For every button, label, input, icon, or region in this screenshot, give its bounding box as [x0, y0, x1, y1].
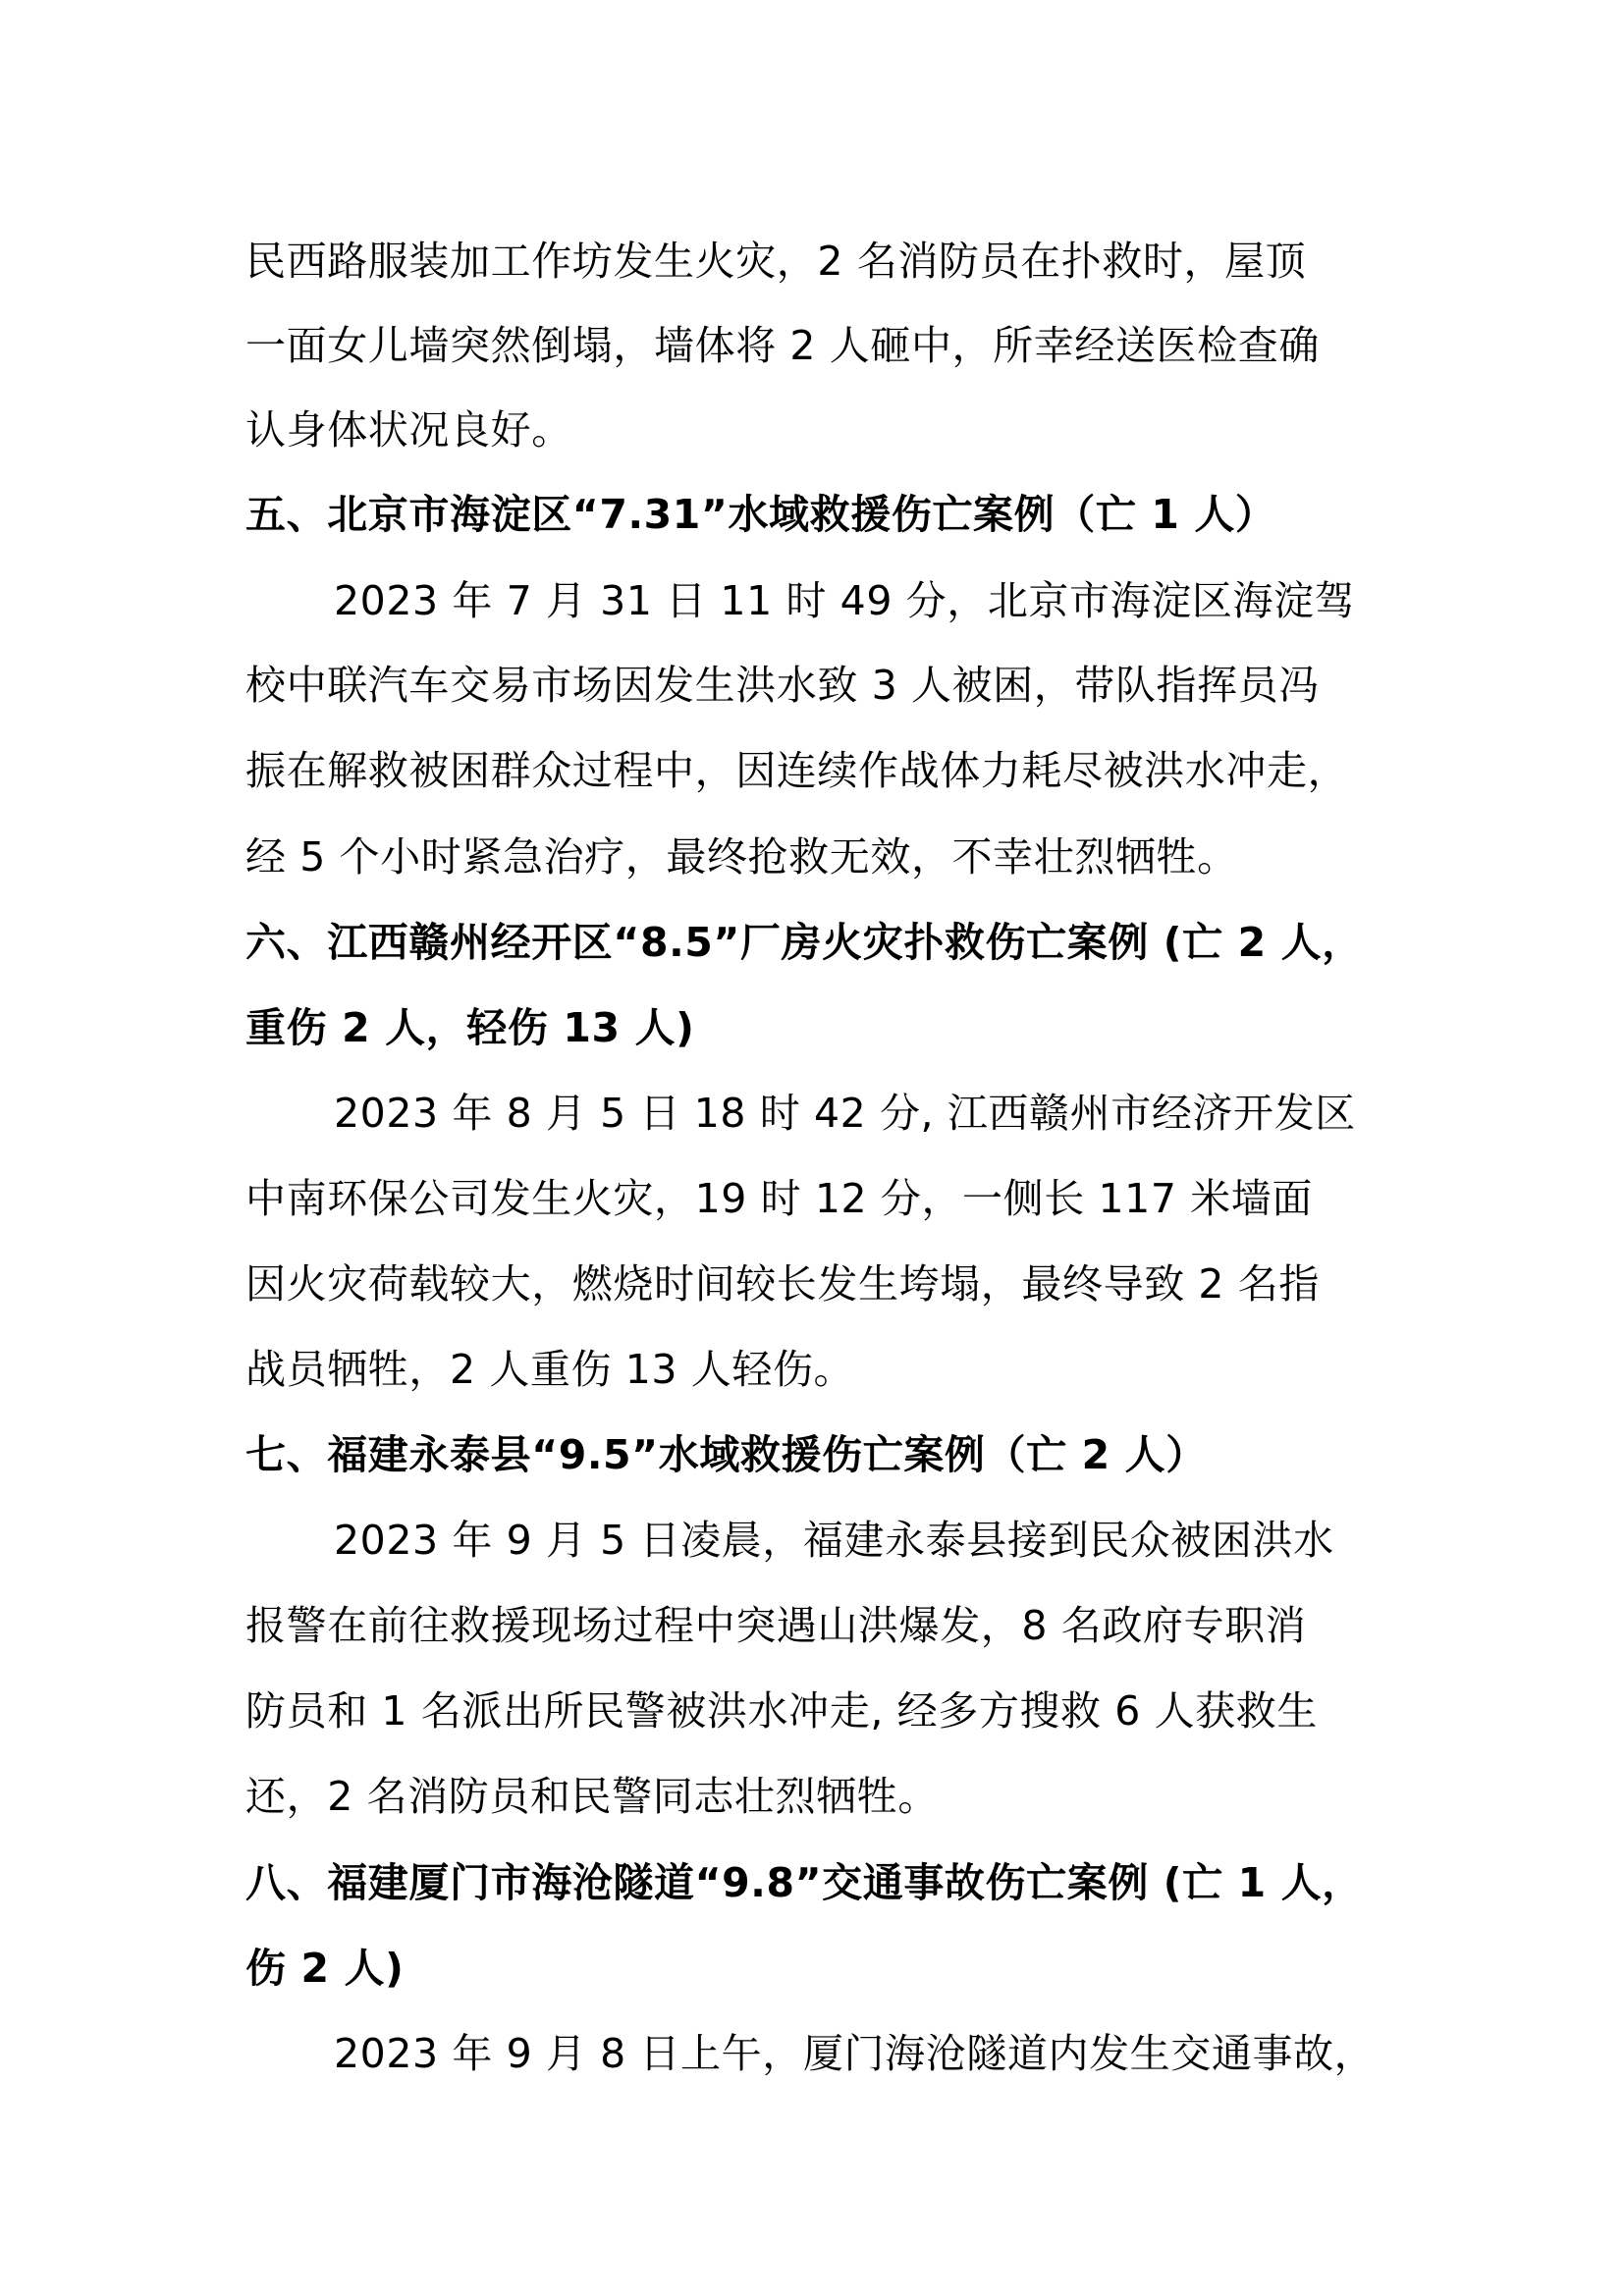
body-text-line: 防员和 1 名派出所民警被洪水冲走, 经多方搜救 6 人获救生 [245, 1687, 1318, 1735]
body-text-line: 经 5 个小时紧急治疗，最终抢救无效，不幸壮烈牺牲。 [245, 833, 1238, 881]
section-heading-5: 五、北京市海淀区“7.31”水域救援伤亡案例（亡 1 人） [245, 491, 1276, 538]
section-heading-6: 六、江西赣州经开区“8.5”厂房火灾扑救伤亡案例 (亡 2 人， [245, 919, 1363, 966]
body-text-line: 报警在前往救援现场过程中突遇山洪爆发，8 名政府专职消 [245, 1602, 1307, 1649]
section-heading-6-cont: 重伤 2 人，轻伤 13 人) [245, 1004, 695, 1051]
section-heading-8: 八、福建厦门市海沧隧道“9.8”交通事故伤亡案例 (亡 1 人， [245, 1859, 1363, 1906]
body-text-line: 2023 年 8 月 5 日 18 时 42 分, 江西赣州市经济开发区 [334, 1090, 1356, 1137]
body-text-line: 一面女儿墙突然倒塌，墙体将 2 人砸中，所幸经送医检查确 [245, 322, 1320, 369]
body-text-line: 校中联汽车交易市场因发生洪水致 3 人被困，带队指挥员冯 [245, 662, 1320, 709]
section-heading-7: 七、福建永泰县“9.5”水域救援伤亡案例（亡 2 人） [245, 1431, 1207, 1478]
body-text-line: 振在解救被困群众过程中，因连续作战体力耗尽被洪水冲走， [245, 747, 1349, 794]
body-text-line: 因火灾荷载较大，燃烧时间较长发生垮塌，最终导致 2 名指 [245, 1260, 1320, 1308]
body-text-line: 还，2 名消防员和民警同志壮烈牺牲。 [245, 1773, 939, 1820]
section-heading-8-cont: 伤 2 人) [245, 1945, 405, 1992]
body-text-line: 2023 年 9 月 8 日上午，厦门海沧隧道内发生交通事故， [334, 2030, 1376, 2077]
body-text-line: 中南环保公司发生火灾，19 时 12 分，一侧长 117 米墙面 [245, 1175, 1313, 1222]
body-text-line: 2023 年 7 月 31 日 11 时 49 分，北京市海淀区海淀驾 [334, 577, 1356, 624]
body-text-line: 民西路服装加工作坊发生火灾，2 名消防员在扑救时，屋顶 [245, 238, 1307, 285]
body-text-line: 认身体状况良好。 [245, 406, 572, 454]
body-text-line: 2023 年 9 月 5 日凌晨，福建永泰县接到民众被困洪水 [334, 1517, 1334, 1564]
body-text-line: 战员牺牲，2 人重伤 13 人轻伤。 [245, 1346, 855, 1393]
